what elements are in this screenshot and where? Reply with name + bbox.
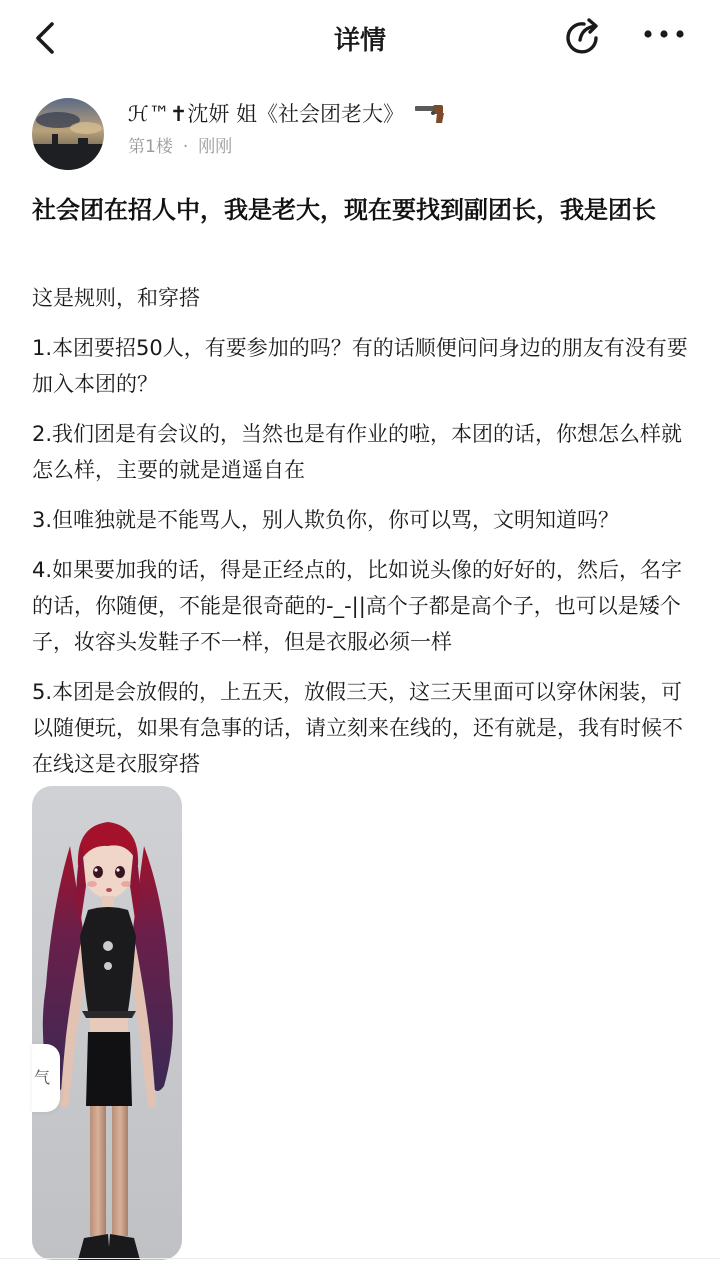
author-name[interactable]: [128, 98, 447, 128]
paragraph: 4.如果要加我的话，得是正经点的，比如说头像的好好的，然后，名字的话，你随便，不能是很奇葩的-_-||高个子都是高个子，也可以是矮个子，妆容头发鞋子不一样，但是衣服必须一样: [32, 558, 683, 654]
avatar[interactable]: [32, 98, 104, 170]
post-image[interactable]: [32, 786, 182, 1260]
avatar-image: [32, 98, 104, 170]
post-time: 刚刚: [198, 137, 233, 157]
paragraph: 5.本团是会放假的，上五天，放假三天，这三天里面可以穿休闲装，可以随便玩，如果有急事的话，请立刻来在线的，还有就是，我有时候不在线这是衣服穿搭: [32, 680, 683, 776]
chevron-left-icon: [30, 16, 66, 60]
meta-separator: ·: [182, 137, 189, 157]
more-dots-icon: [640, 18, 688, 54]
character-outfit-image: [32, 786, 182, 1260]
share-button[interactable]: [562, 14, 606, 58]
top-bar: [0, 0, 720, 76]
author-row: [32, 98, 692, 172]
post-title: 社会团在招人中，我是老大，现在要找到副团长，我是团长: [32, 196, 656, 224]
more-button[interactable]: [640, 18, 688, 54]
share-arrow-icon: [562, 14, 606, 58]
paragraph: 这是规则，和穿搭: [32, 286, 200, 310]
divider: [0, 1258, 720, 1259]
revolver-icon: [413, 102, 447, 124]
floating-side-tab[interactable]: [32, 1044, 60, 1112]
back-button[interactable]: [30, 16, 66, 60]
paragraph: 3.但唯独就是不能骂人，别人欺负你，你可以骂，文明知道吗？: [32, 508, 620, 532]
author-name-text: ℋ™✝沈妍 姐《社会团老大》: [128, 102, 405, 126]
floating-tab-label: 气: [34, 1068, 51, 1087]
paragraph: 1.本团要招50人，有要参加的吗？有的话顺便问问身边的朋友有没有要加入本团的？: [32, 336, 688, 396]
post-meta: [128, 132, 232, 157]
floor-label: 第1楼: [128, 137, 173, 157]
page-title: 详情: [333, 26, 386, 56]
paragraph: 2.我们团是有会议的，当然也是有作业的啦，本团的话，你想怎么样就怎么样，主要的就是逍遥自在: [32, 422, 683, 482]
post-content: [32, 280, 692, 796]
